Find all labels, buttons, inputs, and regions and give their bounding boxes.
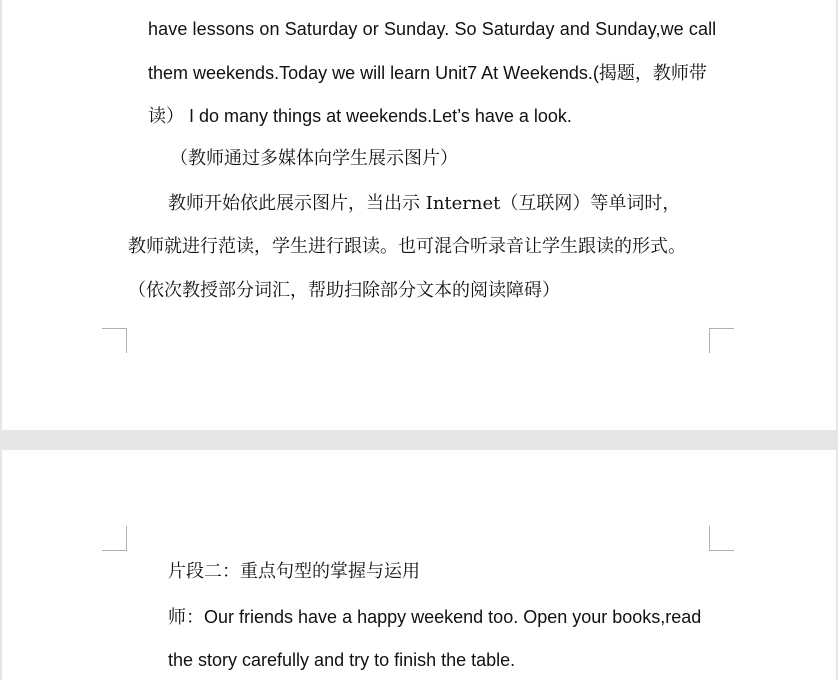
section-heading: 片段二：重点句型的掌握与运用 [168, 561, 420, 582]
paragraph-line-2: them weekends.Today we will learn Unit7 At Weekends.(揭题，教师带 [148, 63, 707, 83]
margin-mark-bottom-right [709, 328, 734, 353]
paragraph-line-8: 师：Our friends have a happy weekend too. Open your books,read [168, 607, 702, 627]
paragraph-line-4: （教师通过多媒体向学生展示图片） [170, 148, 458, 169]
margin-mark-top-left [102, 526, 127, 551]
document-page-1 [2, 0, 836, 430]
paragraph-line-3: 读） I do many things at weekends.Let’s have a look. [148, 106, 572, 126]
paragraph-line-6: 教师就进行范读，学生进行跟读。也可混合听录音让学生跟读的形式。 [128, 236, 686, 257]
margin-mark-bottom-left [102, 328, 127, 353]
paragraph-line-9: the story carefully and try to finish the table. [168, 650, 516, 670]
paragraph-line-5: 教师开始依此展示图片，当出示 Internet（互联网）等单词时， [168, 193, 681, 214]
document-page-2 [2, 450, 836, 680]
margin-mark-top-right [709, 526, 734, 551]
paragraph-line-7: （依次教授部分词汇，帮助扫除部分文本的阅读障碍） [128, 280, 560, 301]
paragraph-line-1: have lessons on Saturday or Sunday. So Saturday and Sunday,we call [148, 19, 717, 39]
